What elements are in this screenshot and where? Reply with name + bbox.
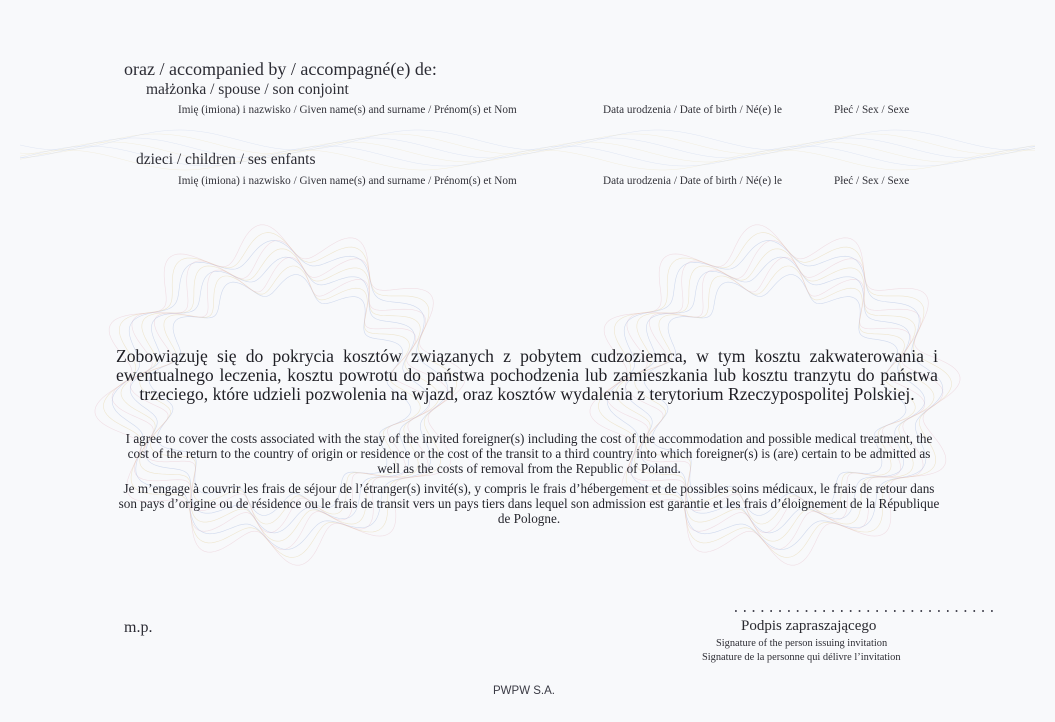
spouse-name-column-label: Imię (imiona) i nazwisko / Given name(s) and surname / Prénom(s) et Nom — [178, 104, 517, 116]
signature-line: .............................. — [732, 601, 997, 616]
children-sex-column-label: Płeć / Sex / Sexe — [834, 175, 910, 187]
spouse-heading: małżonka / spouse / son conjoint — [146, 81, 349, 98]
signature-label-french: Signature de la personne qui délivre l’invitation — [702, 652, 901, 663]
undertaking-polish-text: Zobowiązuję się do pokrycia kosztów związanych z pobytem cudzoziemca, w tym kosztu zakwaterowania i ewentualnego leczenia, kosztu powrotu do państwa pochodzenia lub zamieszkania lub kosztu tranzytu do państwa trzeciego, które udzieli pozwolenia na wjazd, oraz kosztów wydalenia z terytorium Rzeczypospolitej Polskiej. — [116, 346, 938, 404]
undertaking-english-text: I agree to cover the costs associated with the stay of the invited foreigner(s) including the cost of the accommodation and possible medical treatment, the cost of the return to the country of origin or residence or the cost of the transit to a third country into which foreigner(s) is (are) certain to be admitted as well as the costs of removal from the Republic of Poland. — [125, 431, 933, 476]
children-heading: dzieci / children / ses enfants — [136, 151, 316, 168]
signature-label-english: Signature of the person issuing invitation — [716, 638, 888, 649]
spouse-dob-column-label: Data urodzenia / Date of birth / Né(e) le — [603, 104, 782, 116]
signature-label-polish: Podpis zapraszającego — [741, 618, 877, 634]
children-name-column-label: Imię (imiona) i nazwisko / Given name(s) and surname / Prénom(s) et Nom — [178, 175, 517, 187]
stamp-place-label: m.p. — [124, 619, 153, 636]
children-dob-column-label: Data urodzenia / Date of birth / Né(e) le — [603, 175, 782, 187]
printer-imprint: PWPW S.A. — [493, 685, 555, 697]
undertaking-french-text: Je m’engage à couvrir les frais de séjour de l’étranger(s) invité(s), y compris le frais d’hébergement et de possibles soins médicaux, le frais de retour dans son pays d’origine ou de résidence ou le frais de transit vers un pays tiers dans lequel son admission est garantie et les frais d’éloignement de la République de Pologne. — [118, 481, 940, 526]
accompanied-by-heading: oraz / accompanied by / accompagné(e) de: — [124, 59, 437, 79]
spouse-sex-column-label: Płeć / Sex / Sexe — [834, 104, 910, 116]
